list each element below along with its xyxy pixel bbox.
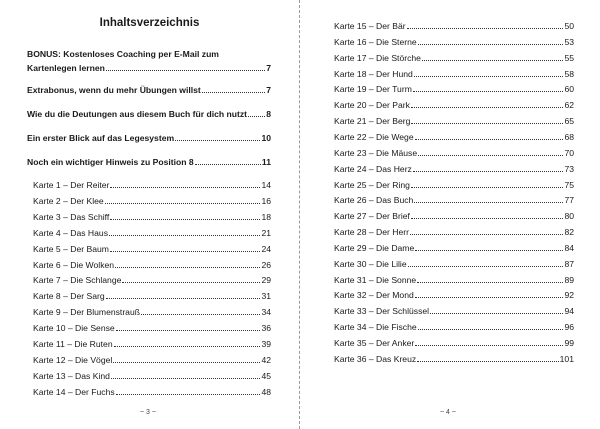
- toc-card-entry-label: Karte 35 – Der Anker: [334, 338, 415, 348]
- toc-card-entry-label: Karte 16 – Die Sterne: [334, 36, 417, 47]
- toc-card-entry-label: Karte 10 – Die Sense: [33, 323, 115, 334]
- toc-card-entry-page: 101: [559, 353, 574, 364]
- toc-card-entry[interactable]: [334, 20, 574, 32]
- toc-card-entry-label: Karte 7 – Die Schlange: [33, 275, 122, 286]
- dot-leader: [248, 108, 265, 117]
- toc-card-entry-page: 80: [564, 211, 574, 222]
- dot-leader: [195, 156, 261, 165]
- toc-card-entry-page: 14: [261, 180, 271, 190]
- dot-leader: [110, 243, 260, 252]
- toc-card-entry-page: 77: [564, 195, 574, 206]
- dot-leader: [422, 52, 563, 61]
- toc-card-entry[interactable]: [33, 322, 271, 334]
- toc-card-entry[interactable]: [334, 321, 574, 333]
- dot-leader: [141, 306, 260, 315]
- toc-card-entry-label: Karte 30 – Die Lilie: [334, 258, 407, 269]
- toc-card-entry[interactable]: [33, 306, 271, 318]
- dot-leader: [114, 338, 261, 347]
- toc-card-entry-page: 65: [564, 116, 574, 127]
- toc-card-entry[interactable]: [33, 211, 271, 223]
- toc-card-entry-page: 60: [564, 84, 574, 95]
- toc-card-entry-page: 62: [564, 100, 574, 111]
- toc-card-entry-page: 55: [564, 52, 574, 63]
- toc-card-entry-page: 48: [261, 386, 271, 397]
- toc-card-entry-page: 73: [564, 163, 574, 174]
- toc-card-entry-label: Karte 31 – Die Sonne: [334, 274, 417, 285]
- dot-leader: [116, 386, 261, 395]
- toc-card-entry-page: 26: [261, 259, 271, 270]
- toc-card-entry-label: Karte 2 – Der Klee: [33, 195, 104, 206]
- section-entry-label: Wie du die Deutungen aus diesem Buch für dich nutzt: [27, 109, 248, 119]
- toc-card-entry-page: 39: [261, 339, 271, 349]
- section-entry-label: Ein erster Blick auf das Legesystem: [27, 133, 175, 143]
- toc-card-entry[interactable]: [334, 83, 574, 95]
- toc-card-entry-label: Karte 29 – Die Dame: [334, 242, 415, 253]
- toc-card-entry-page: 82: [564, 227, 574, 238]
- right-page: [301, 0, 600, 429]
- toc-card-entry[interactable]: [33, 290, 271, 302]
- toc-card-entry-page: 53: [564, 36, 574, 47]
- toc-card-entry-page: 92: [564, 290, 574, 301]
- toc-card-entry-label: Karte 26 – Das Buch: [334, 195, 414, 206]
- dot-leader: [415, 289, 564, 298]
- page-number-left: ~ 3 ~: [140, 409, 156, 416]
- toc-card-entry[interactable]: [334, 68, 574, 80]
- dot-leader: [202, 84, 265, 93]
- section-entry-label: Noch ein wichtiger Hinweis zu Position 8: [27, 157, 194, 167]
- toc-card-entry[interactable]: [334, 194, 574, 206]
- toc-card-entry[interactable]: [33, 386, 271, 398]
- dot-leader: [410, 226, 563, 235]
- toc-card-entry-page: 96: [564, 322, 574, 333]
- section-entry-page: 11: [261, 157, 271, 167]
- toc-card-entry-page: 42: [261, 354, 271, 365]
- toc-card-entry[interactable]: [334, 147, 574, 159]
- toc-card-entry-label: Karte 13 – Das Kind: [33, 370, 110, 381]
- section-entry[interactable]: [27, 156, 271, 168]
- page-divider: [299, 0, 300, 429]
- toc-card-entry-label: Karte 19 – Der Turm: [334, 84, 412, 95]
- toc-card-entry[interactable]: [334, 337, 574, 349]
- toc-card-entry-label: Karte 5 – Der Baum: [33, 243, 109, 254]
- dot-leader: [106, 62, 265, 71]
- dot-leader: [415, 131, 564, 140]
- toc-card-entry-label: Karte 11 – Die Ruten: [33, 339, 113, 349]
- toc-card-entry[interactable]: [334, 305, 574, 317]
- toc-card-entry-label: Karte 12 – Die Vögel: [33, 354, 113, 365]
- toc-card-entry-label: Karte 27 – Der Brief: [334, 211, 410, 222]
- toc-card-entry-label: Karte 6 – Die Wolken: [33, 259, 115, 270]
- toc-card-entry[interactable]: [334, 274, 574, 286]
- dot-leader: [411, 210, 563, 219]
- toc-card-entry-page: 21: [261, 227, 271, 238]
- dot-leader: [415, 242, 563, 251]
- bonus-entry-page: 7: [266, 63, 271, 73]
- dot-leader: [418, 147, 563, 156]
- toc-card-entry-page: 18: [261, 211, 271, 222]
- toc-card-entry-label: Karte 23 – Die Mäuse: [334, 147, 418, 158]
- section-entry[interactable]: [27, 84, 271, 96]
- toc-card-entry-label: Karte 1 – Der Reiter: [33, 180, 110, 190]
- toc-card-entry[interactable]: [33, 243, 271, 255]
- dot-leader: [407, 20, 564, 29]
- toc-card-entry-page: 45: [261, 370, 271, 381]
- toc-card-entry-page: 89: [564, 274, 574, 285]
- toc-card-entry-page: 29: [261, 275, 271, 286]
- toc-card-entry-label: Karte 4 – Das Haus: [33, 227, 108, 238]
- toc-card-entry-label: Karte 25 – Der Ring: [334, 179, 410, 190]
- toc-card-entry[interactable]: [334, 242, 574, 254]
- toc-card-entry-page: 94: [564, 306, 574, 317]
- left-page: [0, 0, 299, 429]
- toc-card-entry[interactable]: [334, 179, 574, 191]
- dot-leader: [110, 179, 260, 188]
- toc-card-entry[interactable]: [33, 338, 271, 350]
- dot-leader: [414, 194, 563, 203]
- toc-card-entry[interactable]: [334, 131, 574, 143]
- dot-leader: [417, 353, 558, 362]
- toc-card-entry[interactable]: [334, 99, 574, 111]
- toc-card-entry-label: Karte 21 – Der Berg: [334, 116, 411, 127]
- dot-leader: [411, 115, 563, 124]
- toc-card-entry-label: Karte 20 – Der Park: [334, 100, 410, 111]
- toc-card-entry-label: Karte 17 – Die Störche: [334, 52, 421, 63]
- page-number-right: ~ 4 ~: [440, 409, 456, 416]
- bonus-entry-label: Kartenlegen lernen: [27, 63, 105, 73]
- toc-card-entry[interactable]: [33, 179, 271, 191]
- dot-leader: [110, 211, 260, 220]
- dot-leader: [175, 132, 260, 141]
- toc-card-entry[interactable]: [33, 227, 271, 239]
- dot-leader: [411, 179, 563, 188]
- dot-leader: [417, 274, 563, 283]
- section-entry-label: Extrabonus, wenn du mehr Übungen willst: [27, 85, 201, 95]
- toc-card-entry[interactable]: [334, 36, 574, 48]
- toc-card-entry-label: Karte 34 – Die Fische: [334, 322, 417, 333]
- toc-card-entry[interactable]: [334, 115, 574, 127]
- toc-card-entry-page: 68: [564, 131, 574, 142]
- dot-leader: [106, 290, 261, 299]
- toc-card-entry-page: 87: [564, 258, 574, 269]
- toc-card-entry-label: Karte 36 – Das Kreuz: [334, 353, 417, 364]
- toc-card-entry-page: 84: [564, 242, 574, 253]
- toc-card-entry-label: Karte 28 – Der Herr: [334, 227, 409, 238]
- dot-leader: [122, 274, 260, 283]
- dot-leader: [105, 195, 261, 204]
- dot-leader: [418, 36, 564, 45]
- toc-card-entry-page: 99: [564, 338, 574, 348]
- dot-leader: [411, 99, 563, 108]
- toc-card-entry[interactable]: [334, 163, 574, 175]
- toc-card-entry-page: 75: [564, 179, 574, 190]
- toc-card-entry[interactable]: [33, 370, 271, 382]
- toc-card-entry[interactable]: [33, 259, 271, 271]
- toc-title: Inhaltsverzeichnis: [99, 17, 200, 29]
- dot-leader: [415, 337, 563, 346]
- dot-leader: [408, 258, 564, 267]
- toc-card-entry-label: Karte 33 – Der Schlüssel: [334, 306, 430, 317]
- dot-leader: [413, 163, 564, 172]
- toc-card-entry-label: Karte 9 – Der Blumenstrauß: [33, 307, 140, 318]
- dot-leader: [413, 83, 564, 92]
- toc-card-entry-page: 36: [261, 323, 271, 334]
- toc-card-entry[interactable]: [334, 226, 574, 238]
- toc-card-entry-label: Karte 22 – Die Wege: [334, 131, 414, 142]
- dot-leader: [430, 305, 563, 314]
- bonus-entry-line1[interactable]: BONUS: Kostenloses Coaching per E-Mail zum: [27, 49, 219, 59]
- toc-card-entry-label: Karte 14 – Der Fuchs: [33, 386, 115, 397]
- toc-card-entry[interactable]: [334, 258, 574, 270]
- dot-leader: [111, 370, 261, 379]
- toc-card-entry[interactable]: [334, 210, 574, 222]
- toc-card-entry-label: Karte 32 – Der Mond: [334, 290, 414, 301]
- toc-card-entry-page: 70: [564, 147, 574, 158]
- dot-leader: [113, 354, 260, 363]
- toc-card-entry-page: 31: [261, 291, 271, 302]
- toc-card-entry-page: 24: [261, 243, 271, 254]
- toc-card-entry[interactable]: [334, 289, 574, 301]
- toc-card-entry[interactable]: [33, 354, 271, 366]
- toc-card-entry-label: Karte 18 – Der Hund: [334, 68, 413, 79]
- toc-card-entry-page: 50: [564, 21, 574, 31]
- toc-card-entry-page: 16: [261, 195, 271, 206]
- dot-leader: [109, 227, 260, 236]
- section-entry[interactable]: [27, 108, 271, 120]
- toc-card-entry-page: 34: [261, 307, 271, 318]
- section-entry-page: 7: [266, 85, 271, 95]
- dot-leader: [418, 321, 564, 330]
- toc-card-entry-page: 58: [564, 68, 574, 79]
- dot-leader: [116, 322, 261, 331]
- toc-card-entry[interactable]: [33, 274, 271, 286]
- toc-card-entry-label: Karte 8 – Der Sarg: [33, 291, 105, 302]
- section-entry-page: 10: [261, 133, 271, 143]
- toc-card-entry[interactable]: [33, 195, 271, 207]
- toc-card-entry-label: Karte 3 – Das Schiff: [33, 211, 110, 222]
- dot-leader: [115, 259, 260, 268]
- bonus-entry[interactable]: [27, 62, 271, 74]
- toc-card-entry-label: Karte 24 – Das Herz: [334, 163, 412, 174]
- section-entry[interactable]: [27, 132, 271, 144]
- dot-leader: [414, 68, 564, 77]
- section-entry-page: 8: [266, 109, 271, 119]
- toc-card-entry[interactable]: [334, 52, 574, 64]
- toc-card-entry[interactable]: [334, 353, 574, 365]
- toc-card-entry-label: Karte 15 – Der Bär: [334, 21, 406, 31]
